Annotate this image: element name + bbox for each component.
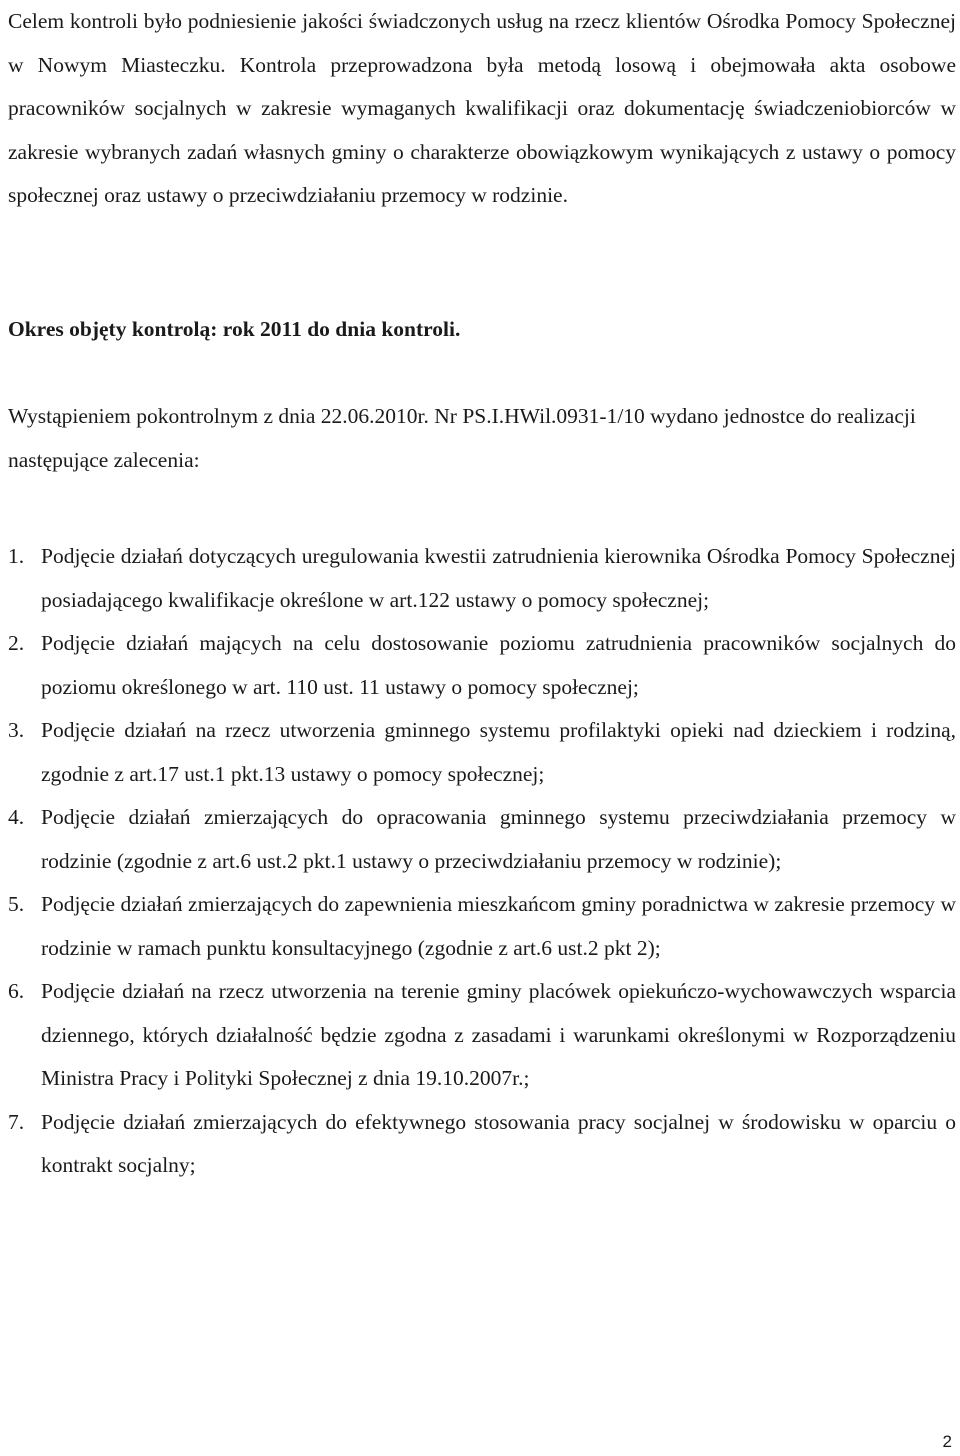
recommendation-item-5 <box>8 883 956 970</box>
recommendation-number: 5. <box>8 892 25 916</box>
recommendation-text: Podjęcie działań zmierzających do efektywnego stosowania pracy socjalnej w środowisku w oparciu o kontrakt socjalny; <box>41 1109 956 1177</box>
recommendation-item-6 <box>8 970 956 1101</box>
recommendation-number: 4. <box>8 805 25 829</box>
recommendation-text: Podjęcie działań zmierzających do zapewnienia mieszkańcom gminy poradnictwa w zakresie przemocy w rodzinie w ramach punktu konsultacyjnego (zgodnie z art.6 ust.2 pkt 2); <box>41 892 956 960</box>
intro-paragraph: Celem kontroli było podniesienie jakości świadczonych usług na rzecz klientów Ośrodka Pomocy Społecznej w Nowym Miasteczku. Kontrola przeprowadzona była metodą losową i obejmowała akta osobowe pracowników socjalnych w zakresie wymaganych kwalifikacji oraz dokumentację świadczeniobiorców w zakresie wybranych zadań własnych gminy o charakterze obowiązkowym wynikających z ustawy o pomocy społecznej oraz ustawy o przeciwdziałaniu przemocy w rodzinie. <box>8 9 956 207</box>
recommendation-item-4 <box>8 796 956 883</box>
recommendation-number: 1. <box>8 544 25 568</box>
recommendation-item-3 <box>8 709 956 796</box>
recommendation-text: Podjęcie działań dotyczących uregulowania kwestii zatrudnienia kierownika Ośrodka Pomocy Społecznej posiadającego kwalifikacje określone w art.122 ustawy o pomocy społecznej; <box>41 544 956 612</box>
recommendation-item-1 <box>8 535 956 622</box>
recommendations-list <box>8 535 956 1188</box>
recommendation-number: 7. <box>8 1109 25 1134</box>
recommendation-number: 3. <box>8 718 25 742</box>
recommendation-number: 2. <box>8 631 25 655</box>
recommendation-text: Podjęcie działań mających na celu dostosowanie poziomu zatrudnienia pracowników socjalnych do poziomu określonego w art. 110 ust. 11 ustawy o pomocy społecznej; <box>41 631 956 699</box>
recommendation-item-7 <box>8 1101 956 1188</box>
recommendation-intro: Wystąpieniem pokontrolnym z dnia 22.06.2010r. Nr PS.I.HWil.0931-1/10 wydano jednostce do realizacji następujące zalecenia: <box>8 404 916 472</box>
recommendation-text: Podjęcie działań na rzecz utworzenia na terenie gminy placówek opiekuńczo-wychowawczych wsparcia dziennego, których działalność będzie zgodna z zasadami i warunkami określonymi w Rozporządzeniu Ministra Pracy i Polityki Społecznej z dnia 19.10.2007r.; <box>41 979 956 1090</box>
recommendation-text: Podjęcie działań zmierzających do opracowania gminnego systemu przeciwdziałania przemocy w rodzinie (zgodnie z art.6 ust.2 pkt.1 ustawy o przeciwdziałaniu przemocy w rodzinie); <box>41 805 956 873</box>
page-number: 2 <box>942 1432 952 1451</box>
recommendation-item-2 <box>8 622 956 709</box>
recommendation-text: Podjęcie działań na rzecz utworzenia gminnego systemu profilaktyki opieki nad dzieckiem i rodziną, zgodnie z art.17 ust.1 pkt.13 ustawy o pomocy społecznej; <box>41 718 956 786</box>
recommendation-number: 6. <box>8 979 25 1003</box>
control-scope-heading: Okres objęty kontrolą: rok 2011 do dnia kontroli. <box>8 317 461 341</box>
